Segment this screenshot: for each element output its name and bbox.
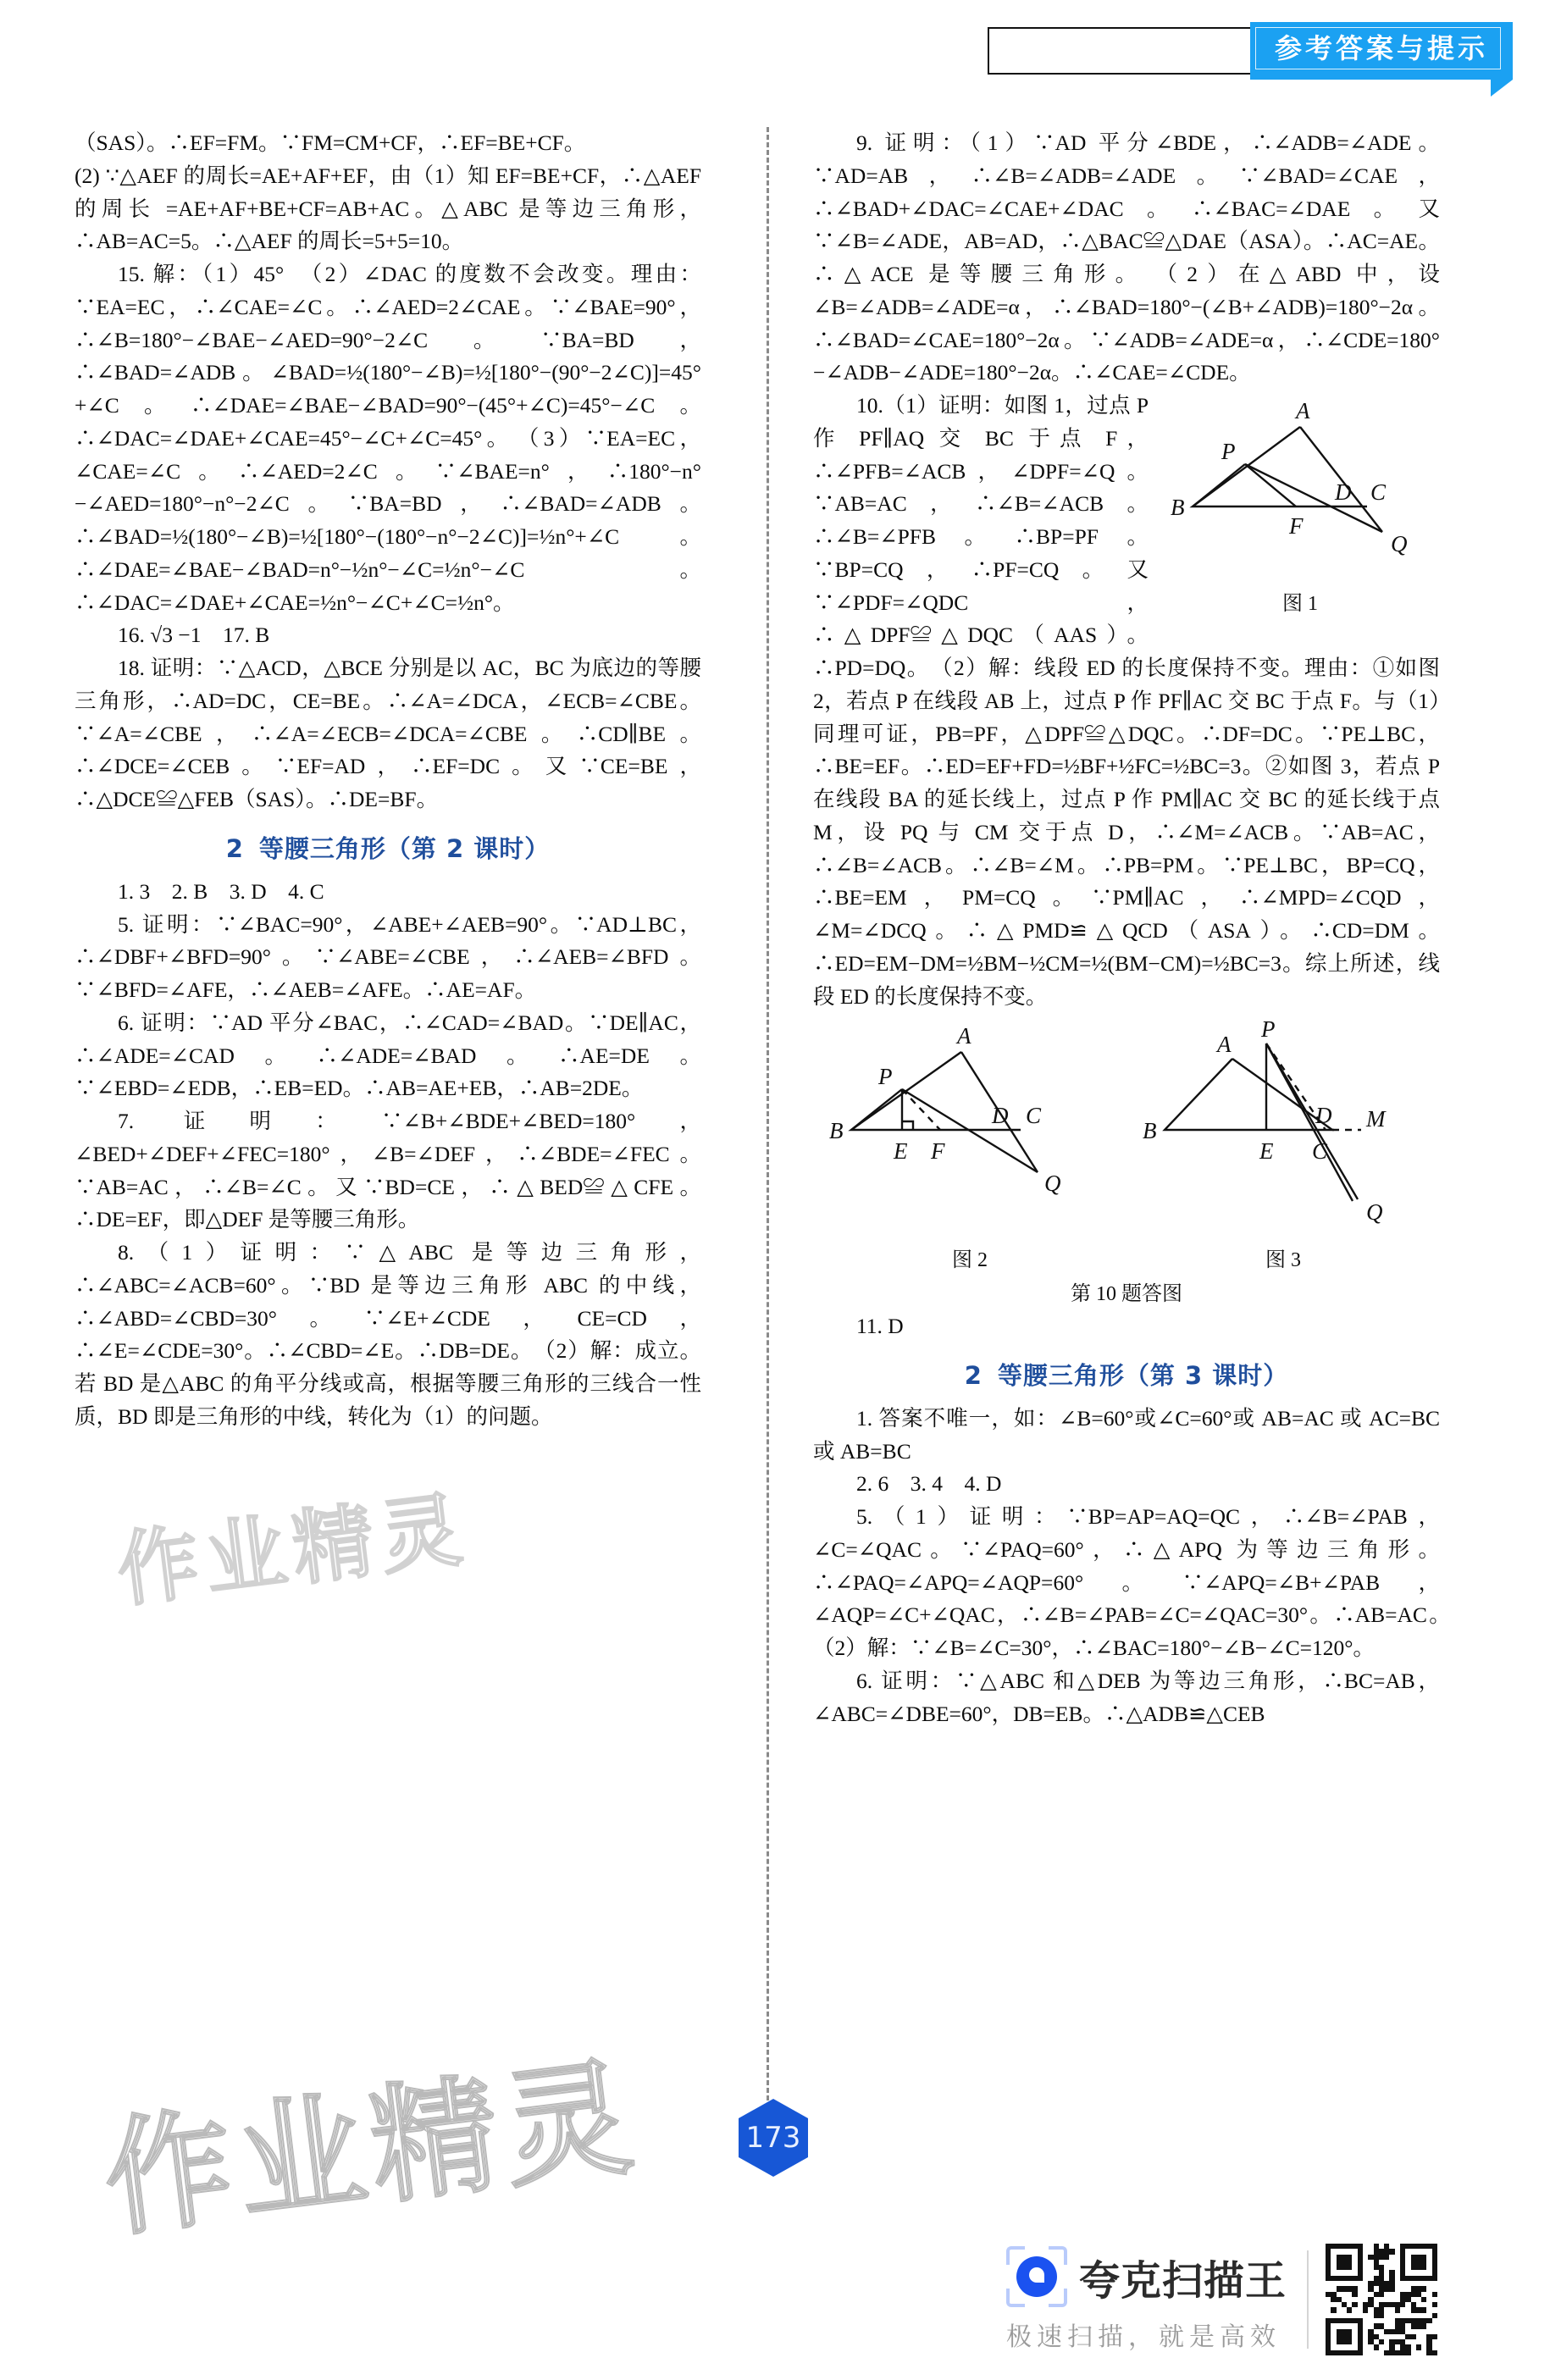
label-E: E [894, 1138, 908, 1165]
paragraph: 5. 证明：∵∠BAC=90°，∠ABE+∠AEB=90°。∵AD⊥BC，∴∠DBF+∠BFD=90°。∵∠ABE=∠CBE，∴∠AEB=∠BFD。∵∠BFD=∠AFE，∴∠AEB=∠AFE。∴AE=AF。 [75, 911, 701, 1003]
section-name: 等腰三角形（第 2 课时） [258, 833, 551, 863]
banner-title: 参考答案与提示 [1274, 32, 1488, 64]
paragraph: 18. 证明：∵△ACD，△BCE 分别是以 AC，BC 为底边的等腰三角形，∴AD=DC，CE=BE。∴∠A=∠DCA，∠ECB=∠CBE。∵∠A=∠CBE，∴∠A=∠ECB=∠DCA=∠CBE。∴CD∥BE。∴∠DCE=∠CEB。∵EF=AD，∴EF=DC。又∵CE=BE，∴△DCE≌△FEB（SAS）。∴DE=BF。 [75, 656, 701, 811]
label-P: P [878, 1064, 893, 1090]
section-title-lesson3 [813, 1357, 1440, 1394]
watermark-secondary: 作业精灵 [112, 1481, 473, 1619]
label-P: P [1221, 439, 1236, 464]
paragraph: 2. 6 3. 4 4. D [856, 1471, 1002, 1497]
figure-2-caption: 图 2 [952, 1249, 988, 1271]
paragraph: 15. 解：（1）45° （2）∠DAC 的度数不会改变。理由：∵EA=EC，∴∠CAE=∠C。∴∠AED=2∠CAE。∵∠BAE=90°，∴∠B=180°−∠BAE−∠AED=90°−2∠C。∵BA=BD，∴∠BAD=∠ADB。∠BAD=½(180°−∠B)=½[180°−(90°−2∠C)]=45°+∠C。∴∠DAE=∠BAE−∠BAD=90°−(45°+∠C)=45°−∠C。∴∠DAC=∠DAE+∠CAE=45°−∠C+∠C=45°。 （3）∵EA=EC，∠CAE=∠C。∴∠AED=2∠C。∵∠BAE=n°，∴180°−n°−∠AED=180°−n°−2∠C。∵BA=BD，∴∠BAD=∠ADB。∴∠BAD=½(180°−∠B)=½[180°−(180°−n°−2∠C)]=½n°+∠C。∴∠DAE=∠BAE−∠BAD=n°−½n°−∠C=½n°−∠C。∴∠DAC=∠DAE+∠CAE=½n°−∠C+∠C=½n°。 [75, 262, 701, 615]
page-number-badge [739, 2099, 808, 2177]
label-F: F [1289, 513, 1304, 539]
label-C: C [1026, 1103, 1042, 1129]
figure-group-caption: 第 10 题答图 [1071, 1283, 1182, 1306]
label-E: E [1259, 1138, 1274, 1165]
paragraph: 11. D [856, 1313, 904, 1338]
scan-logo-icon [1006, 2246, 1067, 2307]
figure-3-drawing [1139, 1021, 1427, 1233]
brand-row [1006, 2246, 1287, 2307]
figure-3-caption: 图 3 [1265, 1249, 1301, 1271]
label-D: D [1315, 1103, 1332, 1129]
figure-1-caption: 图 1 [1282, 592, 1318, 615]
label-A: A [1296, 398, 1310, 423]
label-B: B [1171, 495, 1185, 520]
page-number-text: 173 [745, 2121, 801, 2155]
label-Q: Q [1366, 1199, 1383, 1226]
paragraph: 8.（1）证明：∵△ABC 是等边三角形，∴∠ABC=∠ACB=60°。∵BD 是等边三角形 ABC 的中线，∴∠ABD=∠CBD=30°。∵∠E+∠CDE，CE=CD，∴∠E=∠CDE=30°。∴∠CBD=∠E。∴DB=DE。 （2）解：成立。若 BD 是△ABC 的角平分线或高，根据等腰三角形的三线合一性质，BD 即是三角形的中线，转化为（1）的问题。 [75, 1240, 701, 1429]
right-column [813, 127, 1462, 1730]
left-column [75, 127, 701, 1434]
section-title-lesson2 [75, 830, 701, 867]
paragraph: 16. √3 −1 17. B [118, 623, 270, 648]
label-D: D [1335, 479, 1352, 505]
paragraph: 1. 3 2. B 3. D 4. C [118, 878, 324, 904]
paragraph: 9. 证明：（1）∵AD 平分∠BDE，∴∠ADB=∠ADE。∵AD=AB，∴∠B=∠ADB=∠ADE。∵∠BAD=∠CAE，∴∠BAD+∠DAC=∠CAE+∠DAC。∴∠BAC=∠DAE。又∵∠B=∠ADE，AB=AD，∴△BAC≌△DAE（ASA）。∴AC=AE。∴△ACE 是等腰三角形。 （2）在△ABD 中，设∠B=∠ADB=∠ADE=α，∴∠BAD=180°−(∠B+∠ADB)=180°−2α。∴∠BAD=∠CAE=180°−2α。∵∠ADB=∠ADE=α，∴∠CDE=180°−∠ADB−∠ADE=180°−2α。∴∠CAE=∠CDE。 [813, 130, 1440, 385]
watermark-primary: 作业精灵 [97, 2043, 646, 2255]
banner-outline-box [988, 27, 1260, 75]
label-M: M [1366, 1106, 1386, 1132]
label-P: P [1261, 1021, 1276, 1043]
label-A: A [957, 1023, 971, 1049]
section-number: 2 [225, 833, 244, 863]
column-divider [767, 127, 769, 2100]
label-F: F [931, 1138, 945, 1165]
banner-tab [1250, 22, 1513, 80]
paragraph: 1. 答案不唯一，如：∠B=60°或∠C=60°或 AB=AC 或 AC=BC 或 AB=BC [813, 1405, 1440, 1464]
footer-divider [1307, 2250, 1309, 2349]
figure-2 [826, 1021, 1114, 1276]
label-Q: Q [1044, 1171, 1061, 1197]
header-banner [988, 22, 1513, 85]
section-name: 等腰三角形（第 3 课时） [997, 1360, 1289, 1390]
brand-tagline: 极速扫描，就是高效 [1006, 2322, 1281, 2352]
section-number: 2 [964, 1360, 983, 1390]
label-D: D [992, 1103, 1009, 1129]
figure-group-10 [813, 1021, 1440, 1276]
figure-2-drawing [826, 1021, 1114, 1233]
figure-1-drawing [1160, 395, 1440, 577]
label-B: B [1143, 1118, 1157, 1144]
footer-brand [1006, 2236, 1514, 2363]
label-C: C [1312, 1138, 1328, 1165]
paragraph: (2) ∵△AEF 的周长=AE+AF+EF，由（1）知 EF=BE+CF，∴△AEF 的周长 =AE+AF+BE+CF=AB+AC。△ABC 是等边三角形，∴AB=AC=5。∴△AEF 的周长=5+5=10。 [75, 163, 701, 254]
paragraph: 6. 证明：∵△ABC 和△DEB 为等边三角形，∴BC=AB，∠ABC=∠DBE=60°，DB=EB。∴△ADB≌△CEB [813, 1668, 1440, 1726]
figure-1 [1160, 395, 1440, 619]
label-Q: Q [1391, 531, 1408, 556]
qr-code-icon [1326, 2244, 1437, 2355]
brand-name: 夸克扫描王 [1079, 2256, 1287, 2305]
label-C: C [1370, 479, 1387, 505]
paragraph: 10.（1）证明：如图 1，过点 P 作 PF∥AQ 交 BC 于点 F，∴∠PFB=∠ACB，∠DPF=∠Q。∵AB=AC，∴∠B=∠ACB。∴∠B=∠PFB。∴BP=PF。∵BP=CQ，∴PF=CQ。又∵∠PDF=∠QDC，∴△DPF≌△DQC（AAS）。∴PD=DQ。 （2）解：线段 ED 的长度保持不变。理由：①如图 2，若点 P 在线段 AB 上，过点 P 作 PF∥AC 交 BC 于点 F。与（1）同理可证，PB=PF，△DPF≌△DQC。∴DF=DC。∵PE⊥BC，∴BE=EF。∴ED=EF+FD=½BF+½FC=½BC=3。②如图 3，若点 P 在线段 BA 的延长线上，过点 P 作 PM∥AC 交 BC 的延长线于点 M，设 PQ 与 CM 交于点 D，∴∠M=∠ACB。∵AB=AC，∴∠B=∠ACB。∴∠B=∠M。∴PB=PM。∵PE⊥BC，BP=CQ，∴BE=EM，PM=CQ。∵PM∥AC，∴∠MPD=∠CQD，∠M=∠DCQ。∴△PMD≌△QCD（ASA）。∴CD=DM。∴ED=EM−DM=½BM−½CM=½(BM−CM)=½BC=3。综上所述，线段 ED 的长度保持不变。 [813, 393, 1440, 1009]
banner-tail [1491, 80, 1513, 97]
paragraph: 5.（1）证明：∵BP=AP=AQ=QC，∴∠B=∠PAB，∠C=∠QAC。∵∠PAQ=60°，∴△APQ 为等边三角形。∴∠PAQ=∠APQ=∠AQP=60°。∵∠APQ=∠B+∠PAB，∠AQP=∠C+∠QAC，∴∠B=∠PAB=∠C=∠QAC=30°。∴AB=AC。 （2）解：∵∠B=∠C=30°，∴∠BAC=180°−∠B−∠C=120°。 [813, 1504, 1462, 1661]
label-A: A [1217, 1032, 1232, 1058]
brand-block [1006, 2246, 1287, 2353]
paragraph: （SAS）。∴EF=FM。∵FM=CM+CF，∴EF=BE+CF。 [75, 130, 586, 155]
paragraph: 7. 证明：∵∠B+∠BDE+∠BED=180°，∠BED+∠DEF+∠FEC=180°，∠B=∠DEF，∴∠BDE=∠FEC。∵AB=AC，∴∠B=∠C。又∵BD=CE，∴△BED≌△CFE。∴DE=EF，即△DEF 是等腰三角形。 [75, 1109, 701, 1232]
figure-3 [1139, 1021, 1427, 1276]
paragraph: 6. 证明：∵AD 平分∠BAC，∴∠CAD=∠BAD。∵DE∥AC，∴∠ADE=∠CAD。∴∠ADE=∠BAD。∴AE=DE。∵∠EBD=∠EDB，∴EB=ED。∴AB=AE+EB，∴AB=2DE。 [75, 1010, 701, 1101]
label-B: B [829, 1118, 844, 1144]
